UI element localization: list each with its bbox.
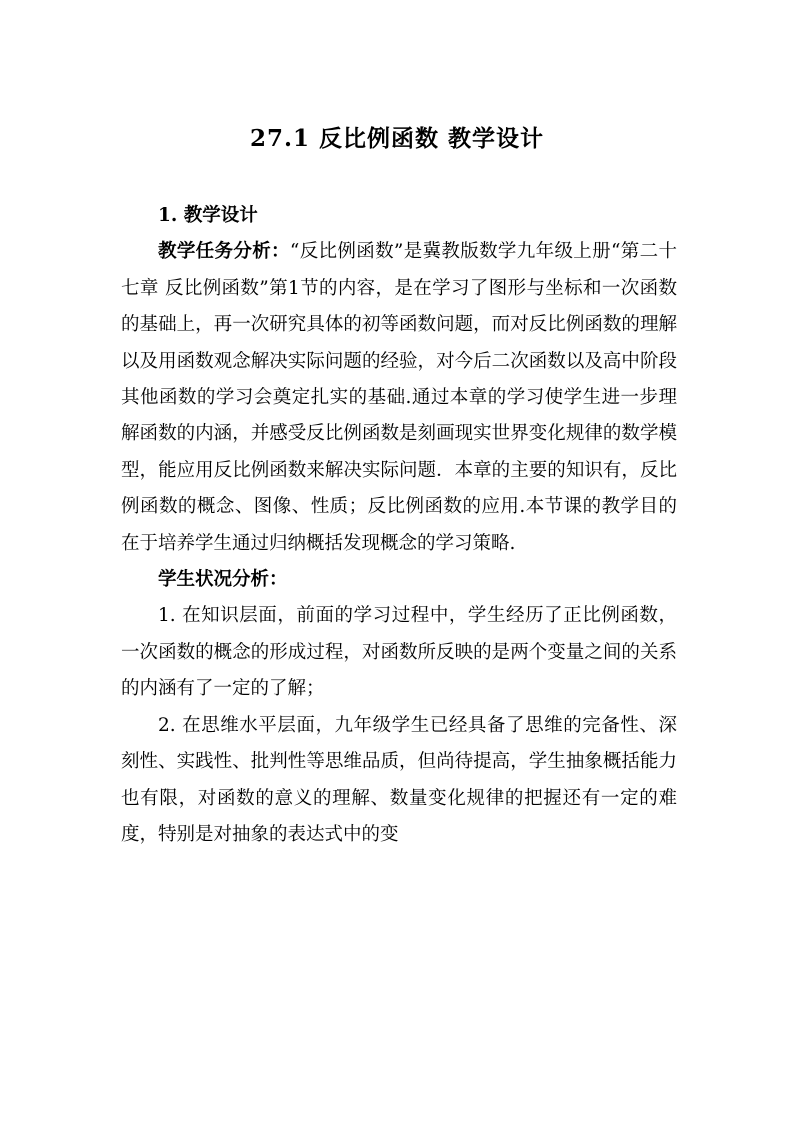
document-body [121, 198, 677, 853]
student-analysis-item-2: 2. 在思维水平层面，九年级学生已经具备了思维的完备性、深刻性、实践性、批判性等思维品质，但尚待提高，学生抽象概括能力也有限，对函数的意义的理解、数量变化规律的把握还有一定的难度，特别是对抽象的表达式中的变 [121, 714, 677, 845]
section-heading: 1. 教学设计 [158, 205, 258, 226]
document-title: 27.1 反比例函数 教学设计 [249, 125, 545, 152]
student-analysis-label: 学生状况分析： [158, 569, 288, 591]
task-analysis-text: “反比例函数”是冀教版数学九年级上册“第二十七章 反比例函数”第1节的内容，是在学习了图形与坐标和一次函数的基础上，再一次研究具体的初等函数问题，而对反比例函数的理解以及用函数观念解决实际问题的经验，对今后二次函数以及高中阶段其他函数的学习会奠定扎实的基础.通过本章的学习使学生进一步理解函数的内涵，并感受反比例函数是刻画现实世界变化规律的数学模型，能应用反比例函数来解决实际问题．本章的主要的知识有，反比例函数的概念、图像、性质；反比例函数的应用.本节课的教学目的在于培养学生通过归纳概括发现概念的学习策略. [121, 241, 677, 554]
task-analysis-label: 教学任务分析： [158, 241, 290, 263]
task-analysis-paragraph [121, 234, 677, 562]
student-analysis-item-1: 1. 在知识层面，前面的学习过程中，学生经历了正比例函数，一次函数的概念的形成过程，对函数所反映的是两个变量之间的关系的内涵有了一定的了解； [121, 605, 677, 700]
